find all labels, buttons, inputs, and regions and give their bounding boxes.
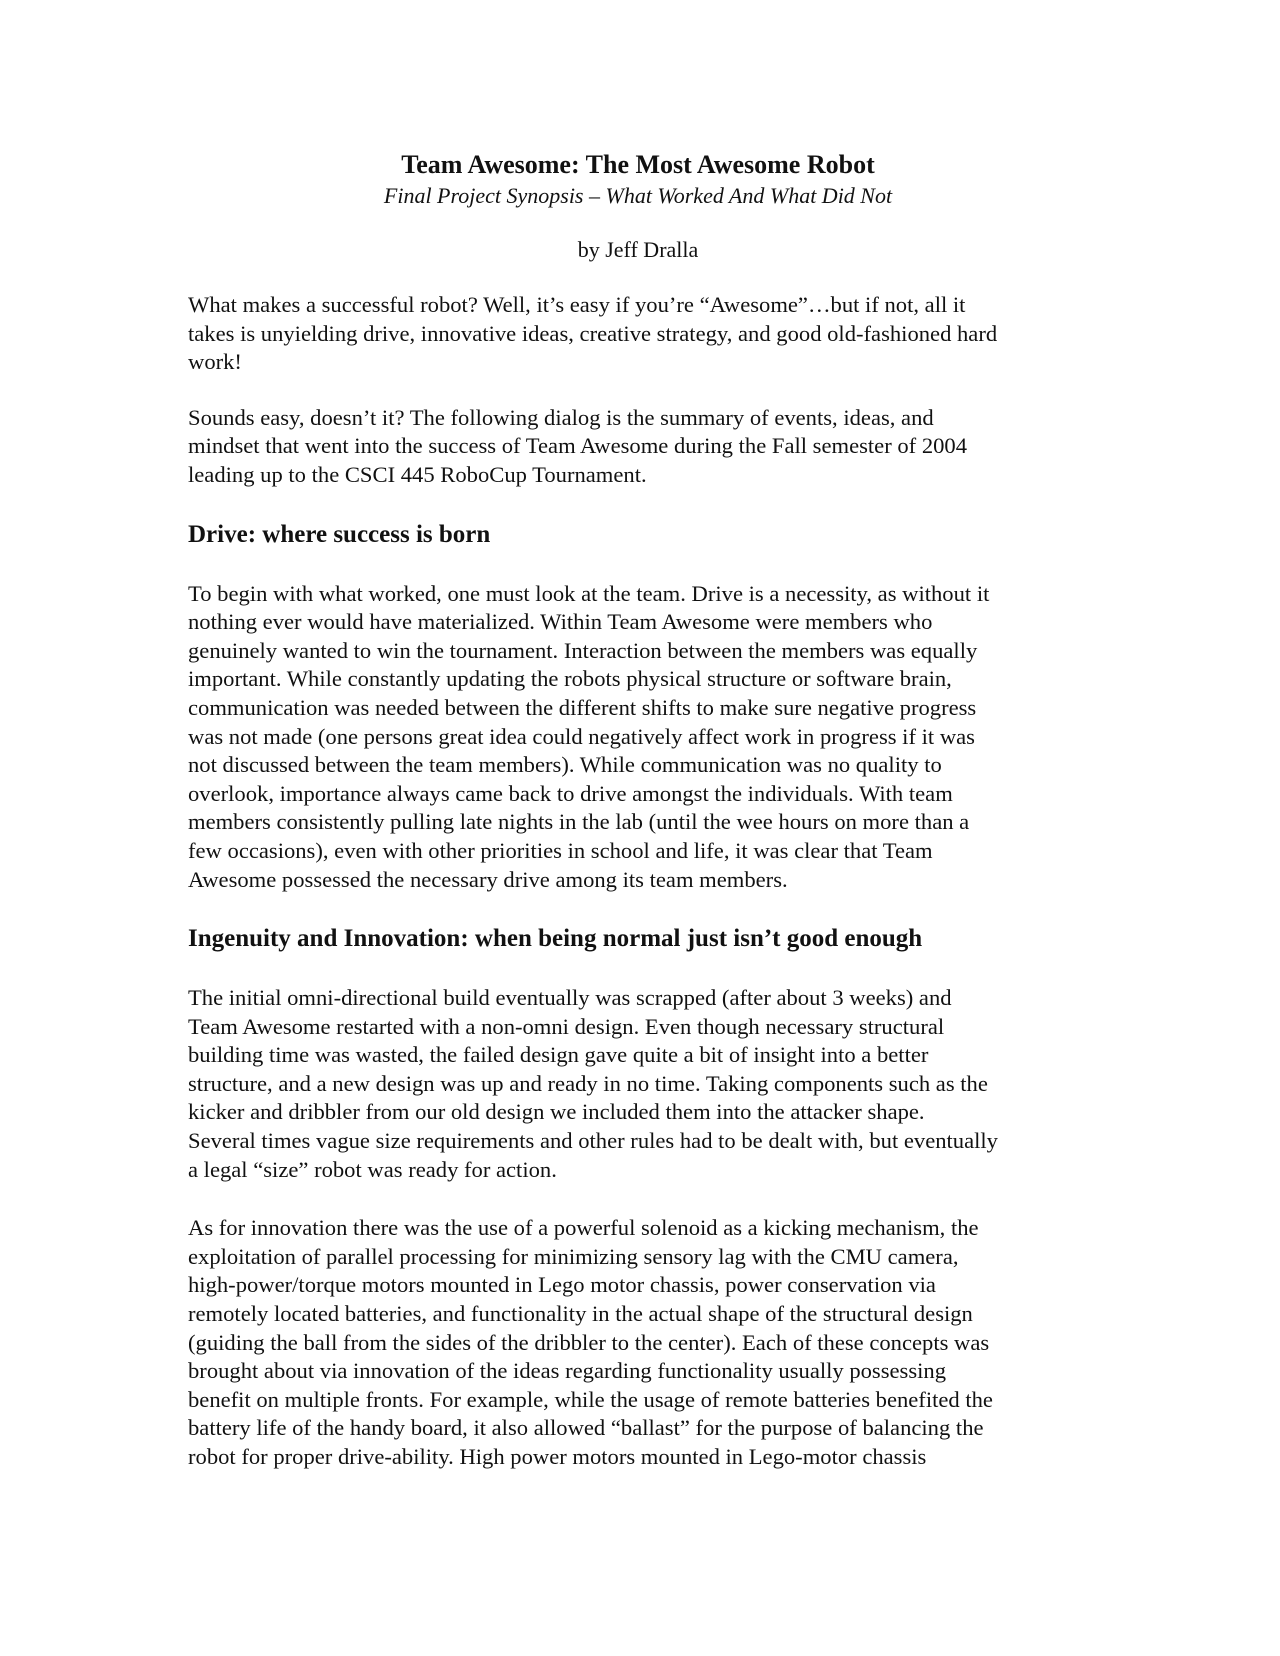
section-heading-ingenuity: Ingenuity and Innovation: when being normal just isn’t good enough (188, 925, 923, 953)
document-subtitle: Final Project Synopsis – What Worked And What Did Not (383, 183, 893, 208)
intro-paragraph-2: Sounds easy, doesn’t it? The following dialog is the summary of events, ideas, and mindset that went into the success of Team Awesome during the Fall semester of 2004 leading up to the CSCI 445 RoboCup Tournament. (188, 404, 968, 487)
drive-paragraph-1: To begin with what worked, one must look at the team. Drive is a necessity, as without it nothing ever would have materialized. Within Team Awesome were members who genuinely wanted to win the tournament. Interaction between the members was equally important. While constantly updating the robots physical structure or software brain, communication was needed between the different shifts to make sure negative progress was not made (one persons great idea could negatively affect work in progress if it was not discussed between the team members). While communication was no quality to overlook, importance always came back to drive amongst the individuals. With team members consistently pulling late nights in the lab (until the wee hours on more than a few occasions), even with other priorities in school and life, it was clear that Team Awesome possessed the necessary drive among its team members. (188, 580, 990, 892)
document-title: Team Awesome: The Most Awesome Robot (401, 150, 875, 179)
ingenuity-paragraph-1: The initial omni-directional build eventually was scrapped (after about 3 weeks) and Team Awesome restarted with a non-omni design. Even though necessary structural building time was wasted, the failed design gave quite a bit of insight into a better structure, and a new design was up and ready in no time. Taking components such as the kicker and dribbler from our old design we included them into the attacker shape. Several times vague size requirements and other rules had to be dealt with, but eventually a legal “size” robot was ready for action. (188, 985, 998, 1182)
intro-paragraph-1: What makes a successful robot? Well, it’s easy if you’re “Awesome”…but if not, all it takes is unyielding drive, innovative ideas, creative strategy, and good old-fashioned hard work! (188, 292, 998, 375)
document-page (188, 150, 1088, 1472)
ingenuity-paragraph-2: As for innovation there was the use of a powerful solenoid as a kicking mechanism, the exploitation of parallel processing for minimizing sensory lag with the CMU camera, high-power/torque motors mounted in Lego motor chassis, power conservation via remotely located batteries, and functionality in the actual shape of the structural design (guiding the ball from the sides of the dribbler to the center). Each of these concepts was brought about via innovation of the ideas regarding functionality usually possessing benefit on multiple fronts. For example, while the usage of remote batteries benefited the battery life of the handy board, it also allowed “ballast” for the purpose of balancing the robot for proper drive-ability. High power motors mounted in Lego-motor chassis (188, 1215, 993, 1469)
section-heading-drive: Drive: where success is born (188, 520, 491, 548)
document-byline: by Jeff Dralla (577, 237, 699, 262)
